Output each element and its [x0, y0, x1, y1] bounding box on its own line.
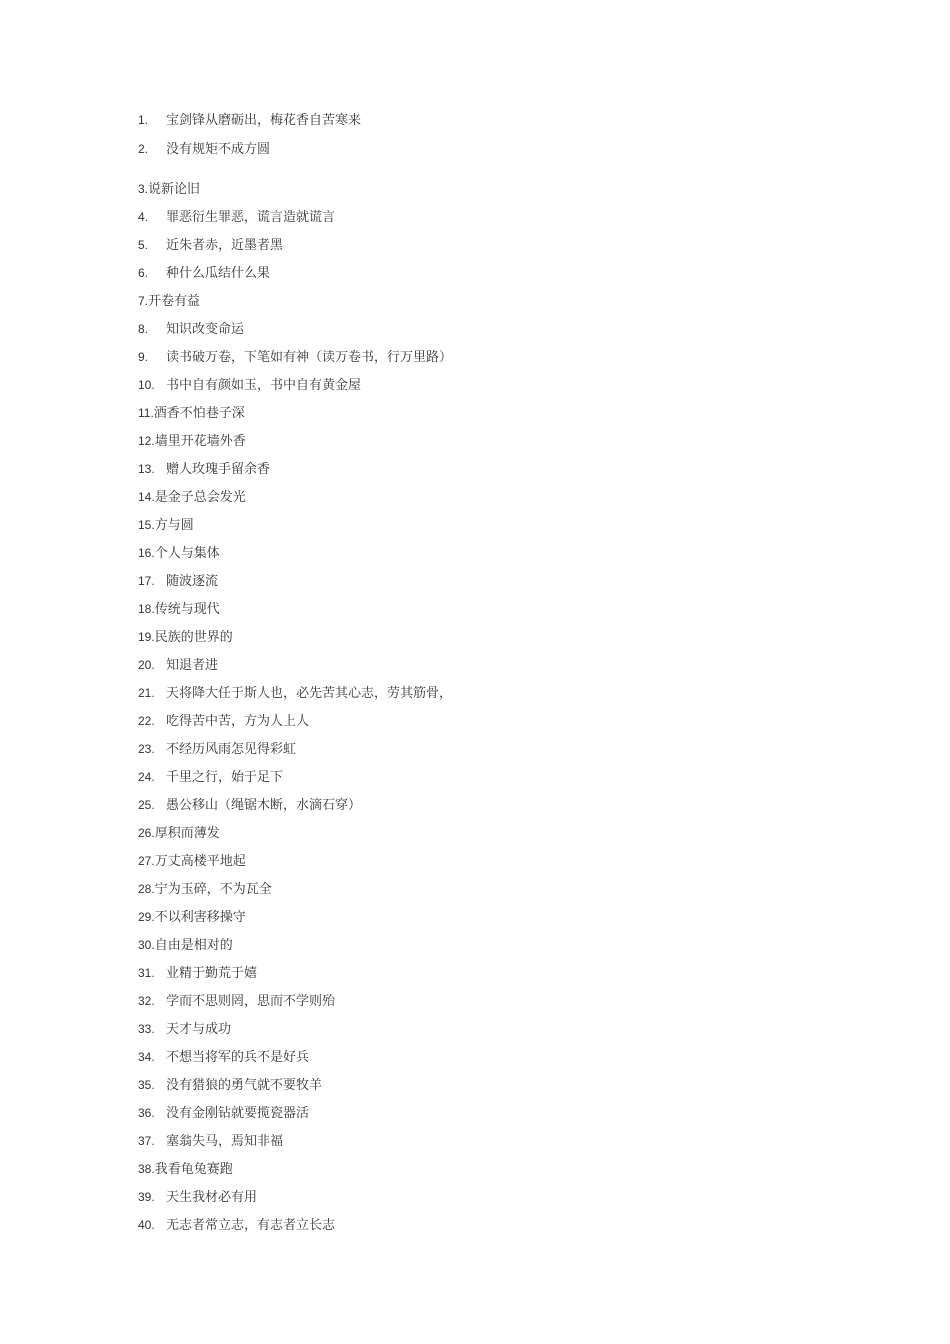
list-item-number: 8. [138, 322, 149, 336]
list-item-text: 方与圆 [154, 518, 194, 533]
list-item-text: 知退者进 [166, 658, 219, 673]
list-item [138, 877, 272, 901]
list-item-text: 千里之行，始于足下 [166, 770, 284, 785]
list-item-number: 33. [138, 1022, 155, 1036]
list-item [138, 233, 283, 257]
list-item-number: 37. [138, 1134, 155, 1148]
list-item-text: 罪恶衍生罪恶，谎言造就谎言 [166, 210, 336, 225]
list-item-text: 个人与集体 [154, 546, 220, 561]
list-item-text: 传统与现代 [154, 602, 220, 617]
list-item [138, 177, 200, 201]
list-item [138, 1185, 257, 1209]
list-item-text: 知识改变命运 [166, 322, 245, 337]
list-item [138, 457, 270, 481]
list-item-text: 我看龟兔赛跑 [154, 1162, 233, 1177]
list-item-number: 38. [138, 1162, 155, 1176]
list-item [138, 261, 270, 285]
list-item-text: 种什么瓜结什么果 [166, 266, 271, 281]
list-item [138, 1073, 322, 1097]
list-item [138, 1101, 309, 1125]
list-item-number: 10. [138, 378, 155, 392]
list-item-number: 15. [138, 518, 155, 532]
list-item [138, 653, 218, 677]
list-item [138, 289, 200, 313]
list-item-text: 民族的世界的 [154, 630, 233, 645]
list-item-text: 吃得苦中苦，方为人上人 [166, 714, 310, 729]
list-item [138, 905, 246, 929]
list-item-number: 5. [138, 238, 149, 252]
list-item-text: 天才与成功 [166, 1022, 232, 1037]
list-item-number: 36. [138, 1106, 155, 1120]
list-item [138, 541, 220, 565]
list-item-text: 酒香不怕巷子深 [153, 406, 245, 421]
list-item-number: 24. [138, 770, 155, 784]
list-item [138, 485, 246, 509]
list-item-text: 天将降大任于斯人也，必先苦其心志，劳其筋骨， [166, 686, 453, 701]
list-item-text: 没有金刚钻就要揽瓷器活 [166, 1106, 310, 1121]
list-item-text: 读书破万卷，下笔如有神（读万卷书，行万里路） [166, 350, 453, 365]
list-item-number: 13. [138, 462, 155, 476]
list-item-number: 12. [138, 434, 155, 448]
list-item-text: 随波逐流 [166, 574, 219, 589]
list-item-text: 愚公移山（绳锯木断，水滴石穿） [166, 798, 362, 813]
list-item-number: 4. [138, 210, 149, 224]
list-item-number: 17. [138, 574, 155, 588]
list-item-text: 学而不思则罔，思而不学则殆 [166, 994, 336, 1009]
list-item-text: 业精于勤荒于嬉 [166, 966, 258, 981]
list-item [138, 401, 245, 425]
list-item-number: 6. [138, 266, 149, 280]
list-item-text: 万丈高楼平地起 [154, 854, 246, 869]
list-item [138, 961, 257, 985]
list-item [138, 345, 452, 369]
list-item-number: 3. [138, 182, 149, 196]
list-item [138, 709, 309, 733]
list-item [138, 429, 246, 453]
list-item-number: 20. [138, 658, 155, 672]
list-item [138, 849, 246, 873]
list-item-number: 26. [138, 826, 155, 840]
list-item [138, 821, 220, 845]
list-item-number: 9. [138, 350, 149, 364]
list-item-number: 21. [138, 686, 155, 700]
list-item [138, 205, 335, 229]
list-item-text: 没有猎狼的勇气就不要牧羊 [166, 1078, 323, 1093]
list-item-number: 23. [138, 742, 155, 756]
list-item [138, 513, 194, 537]
list-item-number: 18. [138, 602, 155, 616]
list-item-text: 开卷有益 [148, 294, 201, 309]
list-item-text: 天生我材必有用 [166, 1190, 258, 1205]
list-item-text: 说新论旧 [148, 182, 201, 197]
list-item-number: 25. [138, 798, 155, 812]
list-item-number: 30. [138, 938, 155, 952]
list-item [138, 1157, 233, 1181]
list-item-number: 28. [138, 882, 155, 896]
list-item [138, 737, 296, 761]
list-item-text: 无志者常立志，有志者立长志 [166, 1218, 336, 1233]
list-item [138, 1129, 283, 1153]
list-item [138, 681, 452, 705]
list-item-number: 40. [138, 1218, 155, 1232]
list-item [138, 765, 283, 789]
list-item [138, 569, 218, 593]
list-item-number: 2. [138, 142, 149, 156]
list-item-text: 墙里开花墙外香 [154, 434, 246, 449]
list-item-text: 宁为玉碎，不为瓦全 [154, 882, 272, 897]
list-item-number: 32. [138, 994, 155, 1008]
list-item [138, 793, 361, 817]
list-item-number: 11. [138, 406, 154, 420]
list-item-number: 29. [138, 910, 155, 924]
list-item [138, 597, 220, 621]
list-item-text: 不以利害移操守 [154, 910, 246, 925]
list-item-text: 赠人玫瑰手留余香 [166, 462, 271, 477]
list-item-text: 没有规矩不成方圆 [166, 142, 271, 157]
list-item-text: 不经历风雨怎见得彩虹 [166, 742, 297, 757]
list-item-text: 自由是相对的 [154, 938, 233, 953]
list-item-text: 塞翁失马，焉知非福 [166, 1134, 284, 1149]
list-item-number: 35. [138, 1078, 155, 1092]
list-item [138, 108, 361, 132]
list-item [138, 933, 233, 957]
list-item [138, 317, 244, 341]
list-item-number: 19. [138, 630, 155, 644]
list-item [138, 1213, 335, 1237]
list-item [138, 373, 361, 397]
list-item-text: 不想当将军的兵不是好兵 [166, 1050, 310, 1065]
list-item-number: 39. [138, 1190, 155, 1204]
list-item-number: 34. [138, 1050, 155, 1064]
list-item-number: 14. [138, 490, 155, 504]
list-item [138, 137, 270, 161]
list-item-text: 书中自有颜如玉，书中自有黄金屋 [166, 378, 362, 393]
list-item-text: 近朱者赤，近墨者黑 [166, 238, 284, 253]
list-item-number: 1. [138, 113, 149, 127]
list-item-number: 22. [138, 714, 155, 728]
list-item-number: 16. [138, 546, 155, 560]
list-item-number: 7. [138, 294, 149, 308]
list-item [138, 1017, 231, 1041]
list-item [138, 1045, 309, 1069]
list-item-number: 27. [138, 854, 155, 868]
list-item [138, 989, 335, 1013]
list-item-number: 31. [138, 966, 155, 980]
list-item-text: 是金子总会发光 [154, 490, 246, 505]
list-item-text: 厚积而薄发 [154, 826, 220, 841]
list-item-text: 宝剑锋从磨砺出，梅花香自苦寒来 [166, 113, 362, 128]
list-item [138, 625, 233, 649]
